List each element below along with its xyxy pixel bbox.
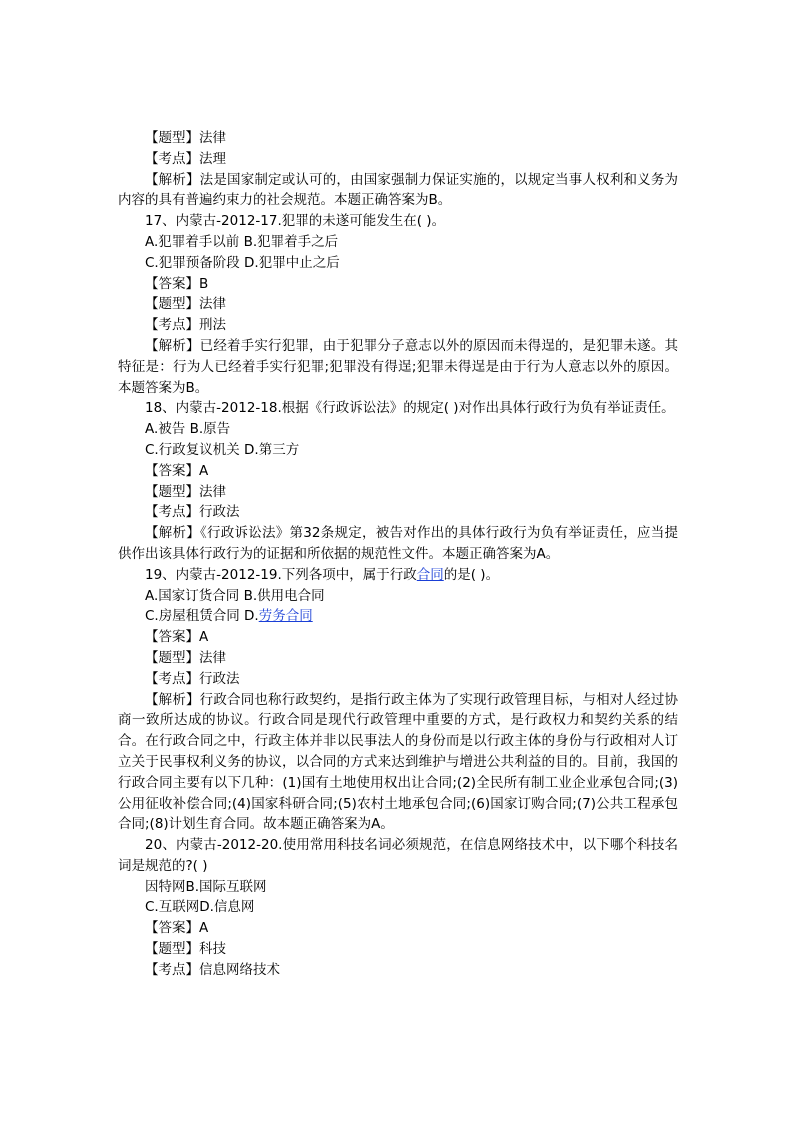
q19-stem-text: 19、内蒙古-2012-19.下列各项中，属于行政	[145, 566, 417, 583]
q19-stem-tail: 的是( )。	[443, 566, 500, 583]
intro-knowledge-point: 【考点】法理	[145, 150, 226, 167]
q20-question-type: 【题型】科技	[145, 941, 226, 958]
q18-answer: 【答案】A	[145, 462, 209, 479]
q20-knowledge-point: 【考点】信息网络技术	[145, 961, 280, 978]
q18-stem: 18、内蒙古-2012-18.根据《行政诉讼法》的规定( )对作出具体行政行为负有举证责任。	[145, 400, 675, 417]
q19-knowledge-point: 【考点】行政法	[145, 670, 240, 687]
q19-question-type: 【题型】法律	[145, 649, 226, 666]
q17-question-type: 【题型】法律	[145, 296, 226, 313]
q19-options-ab: A.国家订货合同 B.供用电合同	[145, 587, 325, 604]
q19-answer: 【答案】A	[145, 629, 209, 646]
q17-options-ab: A.犯罪着手以前 B.犯罪着手之后	[145, 233, 339, 250]
q19-options-cd	[118, 606, 678, 627]
q17-knowledge-point: 【考点】刑法	[145, 317, 226, 334]
q20-options-ab: 因特网B.国际互联网	[145, 878, 267, 895]
q20-options-cd: C.互联网D.信息网	[145, 899, 255, 916]
q18-options-ab: A.被告 B.原告	[145, 421, 231, 438]
q18-analysis: 【解析】《行政诉讼法》第32条规定，被告对作出的具体行政行为负有举证责任，应当提供作出该具体行政行为的证据和所依据的规范性文件。本题正确答案为A。	[118, 525, 678, 562]
q17-analysis: 【解析】已经着手实行犯罪，由于犯罪分子意志以外的原因而未得逞的，是犯罪未遂。其特征是：行为人已经着手实行犯罪;犯罪没有得逞;犯罪未得逞是由于行为人意志以外的原因。本题答案为B。	[118, 337, 678, 396]
q18-question-type: 【题型】法律	[145, 483, 226, 500]
q17-stem: 17、内蒙古-2012-17.犯罪的未遂可能发生在( )。	[145, 213, 446, 230]
q20-answer: 【答案】A	[145, 920, 209, 937]
intro-question-type: 【题型】法律	[145, 130, 226, 146]
q19-stem	[118, 565, 678, 586]
labor-contract-link[interactable]: 劳务合同	[258, 608, 313, 625]
document-page	[118, 128, 678, 981]
q17-answer: 【答案】B	[145, 275, 209, 292]
q20-stem: 20、内蒙古-2012-20.使用常用科技名词必须规范，在信息网络技术中，以下哪个科技名词是规范的?( )	[118, 837, 678, 874]
q18-options-cd: C.行政复议机关 D.第三方	[145, 441, 300, 458]
q17-options-cd: C.犯罪预备阶段 D.犯罪中止之后	[145, 254, 340, 271]
contract-link[interactable]: 合同	[416, 566, 444, 583]
q18-knowledge-point: 【考点】行政法	[145, 504, 240, 521]
q19-analysis: 【解析】行政合同也称行政契约，是指行政主体为了实现行政管理目标，与相对人经过协商一致所达成的协议。行政合同是现代行政管理中重要的方式，是行政权力和契约关系的结合。在行政合同之中，行政主体并非以民事法人的身份而是以行政主体的身份与行政相对人订立关于民事权利义务的协议，以合同的方式来达到维护与增进公共利益的目的。目前，我国的行政合同主要有以下几种：(1)国有土地使用权出让合同;(2)全民所有制工业企业承包合同;(3)公用征收补偿合同;(4)国家科研合同;(5)农村土地承包合同;(6)国家订购合同;(7)公共工程承包合同;(8)计划生育合同。故本题正确答案为A。	[118, 691, 678, 833]
q19-options-cd-text: C.房屋租赁合同 D.	[145, 608, 259, 625]
intro-analysis: 【解析】法是国家制定或认可的，由国家强制力保证实施的，以规定当事人权利和义务为内容的具有普遍约束力的社会规范。本题正确答案为B。	[118, 171, 678, 209]
